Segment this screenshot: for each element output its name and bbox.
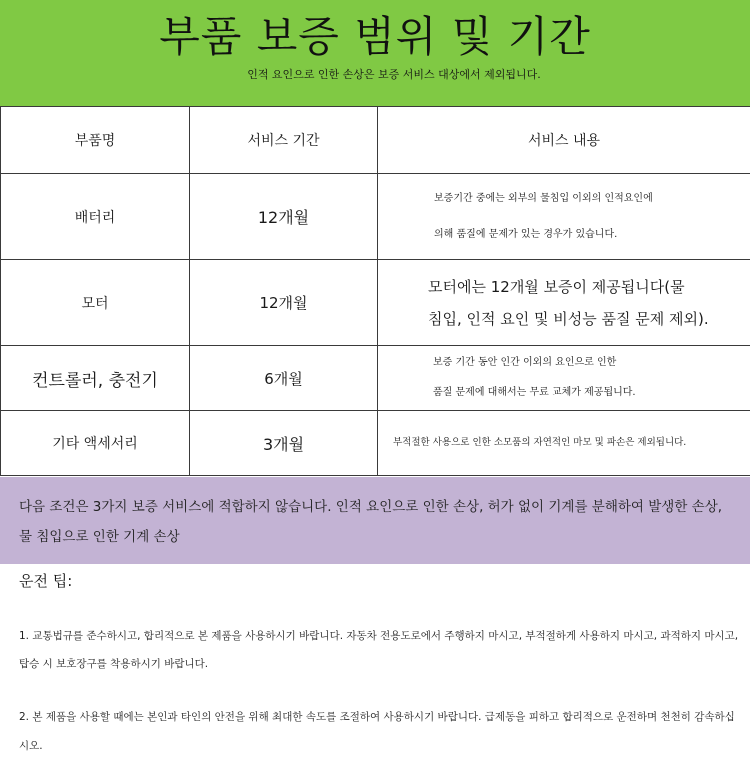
part-name: 배터리 bbox=[1, 174, 190, 260]
column-header-period: 서비스 기간 bbox=[190, 107, 378, 174]
riding-tip-item: 1. 교통법규를 준수하시고, 합리적으로 본 제품을 사용하시기 바랍니다. 자동차 전용도로에서 주행하지 마시고, 부적절하게 사용하지 마시고, 과적하지 마시고, 탑승 시 보호장구를 착용하시기 바랍니다. bbox=[19, 630, 739, 670]
service-description bbox=[378, 260, 750, 346]
warranty-table bbox=[0, 106, 750, 476]
description-line: 보증 기간 동안 인간 이외의 요인으로 인한 bbox=[433, 357, 617, 368]
description-line: 모터에는 12개월 보증이 제공됩니다(물 bbox=[428, 277, 685, 296]
service-period: 3개월 bbox=[190, 411, 378, 476]
description-line: 의해 품질에 문제가 있는 경우가 있습니다. bbox=[434, 228, 618, 240]
exclusion-notice-text: 다음 조건은 3가지 보증 서비스에 적합하지 않습니다. 인적 요인으로 인한 손상, 허가 없이 기계를 분해하여 발생한 손상, 물 침입으로 인한 기계 손상 bbox=[19, 499, 723, 545]
exclusion-notice bbox=[0, 477, 750, 564]
service-period: 12개월 bbox=[190, 174, 378, 260]
part-name: 기타 액세서리 bbox=[1, 411, 190, 476]
description-line: 품질 문제에 대해서는 무료 교체가 제공됩니다. bbox=[433, 387, 636, 398]
riding-tips-title: 운전 팁: bbox=[19, 572, 73, 590]
service-description bbox=[378, 346, 750, 411]
description-line: 침입, 인적 요인 및 비성능 품질 문제 제외). bbox=[428, 309, 709, 328]
page-title: 부품 보증 범위 및 기간 bbox=[159, 12, 591, 61]
service-description bbox=[378, 174, 750, 260]
table-row bbox=[1, 174, 750, 260]
service-period: 12개월 bbox=[190, 260, 378, 346]
part-name: 컨트롤러, 충전기 bbox=[1, 346, 190, 411]
page-subtitle: 인적 요인으로 인한 손상은 보증 서비스 대상에서 제외됩니다. bbox=[247, 68, 541, 81]
service-period: 6개월 bbox=[190, 346, 378, 411]
table-row bbox=[1, 411, 750, 476]
description-line: 부적절한 사용으로 인한 소모품의 자연적인 마모 및 파손은 제외됩니다. bbox=[393, 437, 687, 448]
table-row bbox=[1, 260, 750, 346]
part-name: 모터 bbox=[1, 260, 190, 346]
column-header-part: 부품명 bbox=[1, 107, 190, 174]
column-header-description: 서비스 내용 bbox=[378, 107, 750, 174]
riding-tip-item: 2. 본 제품을 사용할 때에는 본인과 타인의 안전을 위해 최대한 속도를 조절하여 사용하시기 바랍니다. 급제동을 피하고 합리적으로 운전하며 천천히 감속하십시오. bbox=[19, 711, 735, 752]
table-row bbox=[1, 346, 750, 411]
header-banner bbox=[0, 0, 750, 107]
table-header-row bbox=[1, 107, 750, 174]
description-line: 보증기간 중에는 외부의 물침입 이외의 인적요인에 bbox=[434, 192, 653, 204]
service-description bbox=[378, 411, 750, 476]
